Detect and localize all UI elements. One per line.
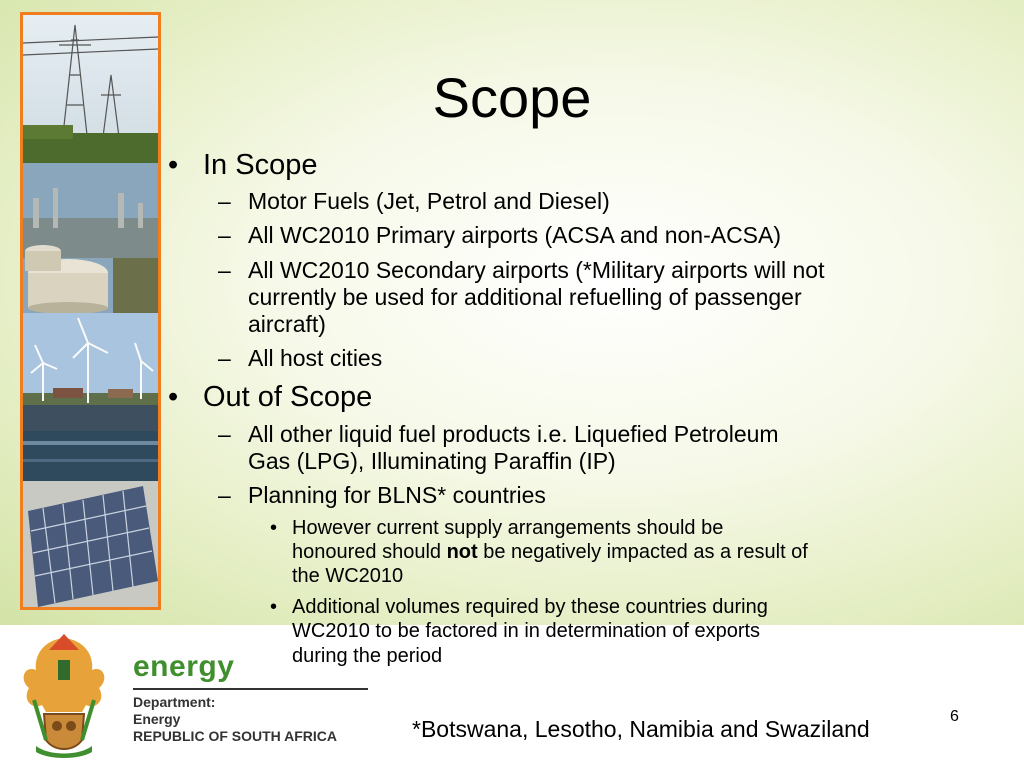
photo-column — [20, 12, 161, 610]
dash-icon: – — [218, 222, 231, 248]
sub-item-line: the WC2010 — [292, 565, 404, 587]
sub-item-line — [292, 540, 808, 564]
dash-icon: – — [218, 257, 231, 283]
slide-title: Scope — [432, 66, 592, 129]
in-scope-item-continued: aircraft) — [248, 311, 326, 337]
out-of-scope-item-continued: Gas (LPG), Illuminating Paraffin (IP) — [248, 448, 616, 474]
bullet-icon: • — [168, 381, 179, 413]
dash-icon: – — [218, 421, 231, 447]
in-scope-item: All WC2010 Secondary airports (*Military airports will not — [248, 257, 825, 283]
emphasis-text: not — [446, 541, 478, 563]
page-number: 6 — [950, 708, 959, 725]
bullet-icon: • — [168, 149, 179, 181]
in-scope-item: All host cities — [248, 345, 383, 371]
dash-icon: – — [218, 188, 231, 214]
department-label: Department: — [133, 694, 216, 710]
sub-item-line: However current supply arrangements should be — [292, 517, 724, 539]
out-of-scope-item: All other liquid fuel products i.e. Liquefied Petroleum — [248, 421, 779, 447]
in-scope-item: Motor Fuels (Jet, Petrol and Diesel) — [248, 188, 610, 214]
sub-item-line: during the period — [292, 645, 443, 667]
solar-panel-photo — [23, 481, 158, 607]
refinery-photo — [23, 163, 158, 313]
out-of-scope-item: Planning for BLNS* countries — [248, 482, 546, 508]
energy-logo-word: energy — [133, 650, 235, 683]
country-name: REPUBLIC OF SOUTH AFRICA — [133, 728, 338, 744]
sub-item-line: WC2010 to be factored in in determination of exports — [292, 620, 761, 642]
wind-turbines-photo — [23, 313, 158, 431]
department-name: Energy — [133, 711, 181, 727]
small-bullet-icon: • — [270, 596, 278, 618]
sub-item-text: be negatively impacted as a result of — [477, 541, 808, 563]
out-of-scope-heading: Out of Scope — [203, 381, 373, 413]
water-photo — [23, 431, 158, 481]
sub-item-text: honoured should — [292, 541, 447, 563]
sub-item-line: Additional volumes required by these countries during — [292, 596, 768, 618]
small-bullet-icon: • — [270, 517, 278, 539]
dash-icon: – — [218, 482, 231, 508]
dash-icon: – — [218, 345, 231, 371]
power-pylons-photo — [23, 15, 158, 163]
logo-divider — [133, 688, 368, 690]
in-scope-heading: In Scope — [203, 149, 318, 181]
in-scope-item-continued: currently be used for additional refuelling of passenger — [248, 284, 802, 310]
footnote: *Botswana, Lesotho, Namibia and Swaziland — [412, 716, 870, 742]
in-scope-item: All WC2010 Primary airports (ACSA and non-ACSA) — [248, 222, 782, 248]
coat-of-arms-logo — [14, 630, 114, 760]
